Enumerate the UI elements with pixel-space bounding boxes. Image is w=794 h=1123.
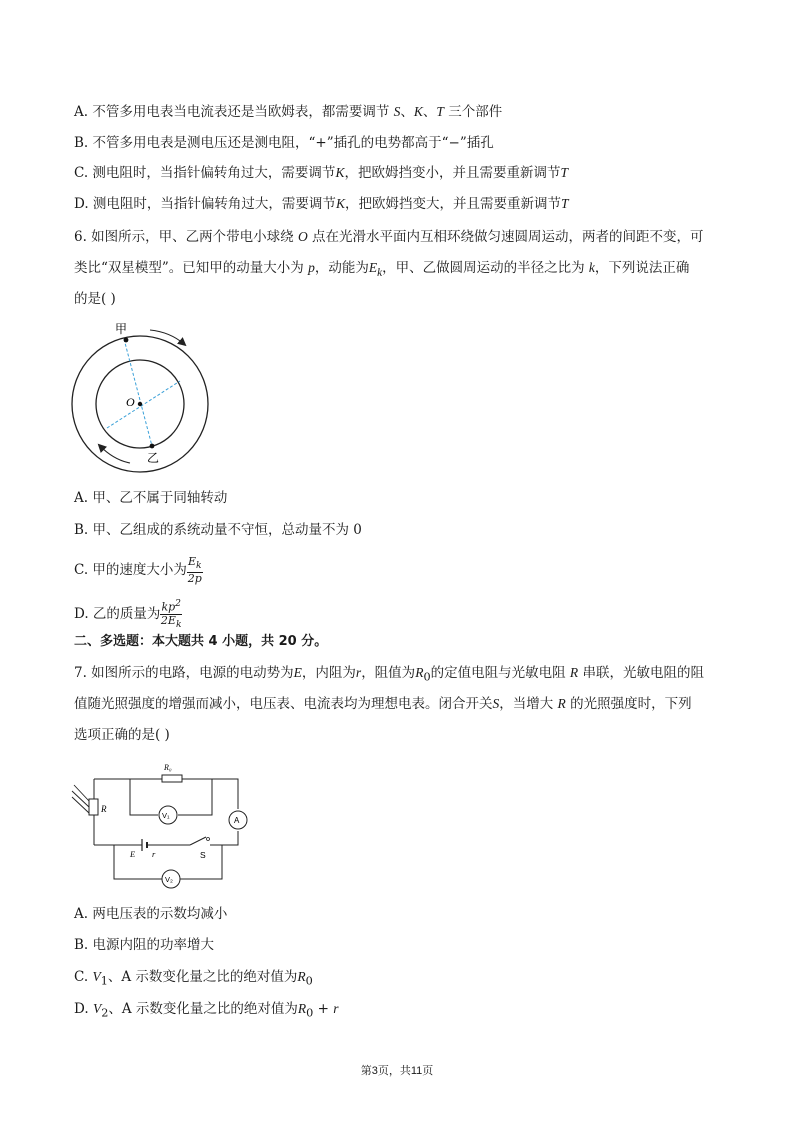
label-r-internal: r [152, 849, 156, 859]
q6-stem-line1: 6. 如图所示，甲、乙两个带电小球绕 O 点在光滑水平面内互相环绕做匀速圆周运动，两者的间距不变，可 [74, 229, 704, 245]
center-point [138, 402, 142, 406]
q6-option-d: D. 乙的质量为 $\frac{kp^2}{2E_k}$ [74, 598, 182, 630]
q5-option-d: D. 测电阻时，当指针偏转角过大，需要调节K，把欧姆挡变大，并且需要重新调节T [74, 196, 569, 212]
dashed-line-2 [107, 381, 180, 428]
arrow-bottom [100, 446, 130, 463]
q6-option-c: C. 甲的速度大小为 $\frac{E_k}{2p}$ [74, 555, 202, 586]
q5-option-c: C. 测电阻时，当指针偏转角过大，需要调节K，把欧姆挡变小，并且需要重新调节T [74, 165, 568, 181]
q7-stem-line1: 7. 如图所示的电路，电源的电动势为E，内阻为r，阻值为$R_0$的定值电阻与光敏电阻 R 串联，光敏电阻的阻 [74, 665, 704, 684]
wire-right-lower [222, 831, 238, 845]
section-header-multiple-choice: 二、多选题：本大题共 4 小题，共 20 分。 [74, 634, 328, 649]
q7-option-c: C. $V_1$、A 示数变化量之比的绝对值为$R_0$ [74, 969, 313, 988]
q6-orbit-diagram [70, 320, 220, 470]
wire-top [94, 779, 238, 809]
wire-v1-return [178, 779, 212, 815]
label-a: A [234, 816, 240, 825]
resistor-r0 [162, 775, 182, 782]
q7-stem-line2: 值随光照强度的增强而减小，电压表、电流表均为理想电表。闭合开关S，当增大 R 的光照强度时，下列 [74, 696, 692, 712]
fraction-kp2-2ek: $\frac{kp^2}{2E_k}$ [160, 598, 182, 630]
label-o: O [126, 395, 135, 409]
label-v2: V₂ [165, 875, 173, 884]
q7-circuit-diagram [70, 757, 250, 887]
q6-option-b: B. 甲、乙组成的系统动量不守恒，总动量不为 0 [74, 522, 362, 538]
wire-v1-branch [130, 779, 158, 815]
switch-contact [207, 838, 210, 841]
photoresistor-r [89, 799, 98, 815]
label-s: S [200, 850, 206, 860]
q7-stem-line3: 选项正确的是( ) [74, 727, 170, 743]
q7-option-b: B. 电源内阻的功率增大 [74, 937, 215, 953]
label-r0: R₀ [164, 763, 172, 772]
light-ray-1 [74, 785, 89, 801]
q6-stem-line2: 类比“双星模型”。已知甲的动量大小为 p，动能为$E_k$，甲、乙做圆周运动的半径之比为 k，下列说法正确 [74, 260, 690, 279]
switch-s [190, 837, 206, 845]
q5-option-a: A. 不管多用电表当电流表还是当欧姆表，都需要调节 S、K、T 三个部件 [74, 104, 503, 120]
label-v1: V₁ [162, 811, 170, 820]
label-r: R [101, 804, 107, 814]
label-yi: 乙 [147, 451, 160, 465]
dashed-line-1 [124, 339, 152, 446]
q7-option-a: A. 两电压表的示数均减小 [74, 906, 228, 922]
label-jia: 甲 [115, 322, 128, 336]
q5-option-b: B. 不管多用电表是测电压还是测电阻，“+”插孔的电势都高于“−”插孔 [74, 135, 494, 151]
q6-option-a: A. 甲、乙不属于同轴转动 [74, 490, 228, 506]
ball-yi [150, 444, 155, 449]
label-e: E [130, 849, 136, 859]
q6-stem-line3: 的是( ) [74, 291, 116, 307]
ball-jia [124, 338, 129, 343]
q7-option-d: D. $V_2$、A 示数变化量之比的绝对值为$R_0 + r$ [74, 1001, 339, 1020]
page-footer: 第3页，共11页 [360, 1065, 434, 1077]
fraction-ek-2p: $\frac{E_k}{2p}$ [187, 555, 202, 586]
